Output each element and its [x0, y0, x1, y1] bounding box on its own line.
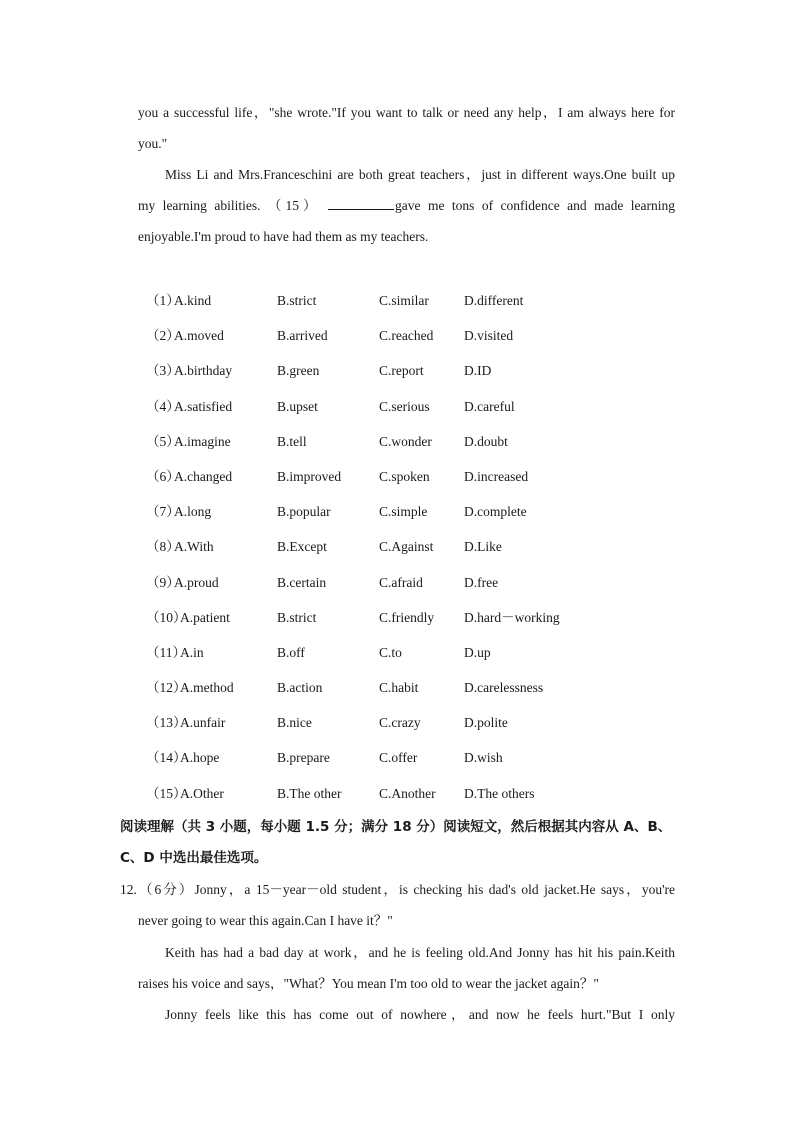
passage-paragraph-line [138, 190, 675, 221]
option-c: C.simple [379, 504, 428, 520]
option-d: D.increased [464, 468, 529, 484]
option-b: B.action [277, 680, 323, 696]
option-c: C.spoken [379, 468, 430, 484]
section-heading: 阅读理解（共 3 小题，每小题 1.5 分；满分 18 分）阅读短文，然后根据其内容从 A、B、 [120, 819, 672, 835]
option-d: D.hard－working [464, 609, 560, 625]
option-row [146, 743, 666, 778]
option-c: C.serious [379, 398, 430, 414]
option-number: （8） [146, 539, 180, 555]
option-row [146, 427, 666, 462]
option-number: （1） [146, 293, 180, 308]
option-c: C.reached [379, 328, 434, 344]
option-row [146, 638, 666, 673]
option-a: A.in [180, 644, 204, 660]
option-a: A.unfair [180, 715, 226, 731]
question-12-line: 12.（6分）Jonny，a 15－year－old student，is checking his dad's old jacket.He says，you're [120, 882, 675, 897]
option-d: D.free [464, 574, 499, 590]
option-c: C.report [379, 363, 424, 379]
passage-line: you a successful life，"she wrote."If you want to talk or need any help，I am always here for [138, 105, 675, 120]
passage-paragraph-line: enjoyable.I'm proud to have had them as my teachers. [138, 229, 429, 244]
option-number: （13） [146, 715, 187, 731]
answer-options-list [146, 286, 666, 814]
question-12-paragraph: raises his voice and says，"What？You mean I'm too old to wear the jacket again？" [138, 976, 599, 991]
option-a: A.moved [174, 328, 224, 344]
option-b: B.strict [277, 293, 317, 308]
option-b: B.improved [277, 468, 342, 484]
option-b: B.green [277, 363, 320, 379]
option-d: D.careful [464, 398, 515, 414]
option-number: （12） [146, 680, 187, 696]
option-a: A.hope [180, 750, 220, 766]
option-row [146, 779, 666, 814]
option-b: B.popular [277, 504, 331, 520]
option-number: （3） [146, 363, 180, 379]
option-c: C.wonder [379, 433, 432, 449]
option-c: C.Against [379, 539, 434, 555]
option-number: （4） [146, 398, 180, 414]
passage-paragraph-line: Miss Li and Mrs.Franceschini are both great teachers，just in different ways.One built up [165, 167, 675, 182]
option-d: D.polite [464, 715, 508, 731]
option-a: A.With [174, 539, 214, 555]
option-d: D.carelessness [464, 680, 544, 696]
option-a: A.kind [174, 293, 212, 308]
option-d: D.visited [464, 328, 514, 344]
option-row [146, 603, 666, 638]
option-a: A.patient [180, 609, 230, 625]
option-d: D.doubt [464, 433, 508, 449]
fill-in-blank-15 [328, 195, 394, 210]
option-number: （2） [146, 328, 180, 344]
option-d: D.different [464, 293, 524, 308]
option-row [146, 321, 666, 356]
option-b: B.certain [277, 574, 327, 590]
option-number: （5） [146, 433, 180, 449]
option-a: A.birthday [174, 363, 233, 379]
option-c: C.crazy [379, 715, 421, 731]
passage-line: you." [138, 136, 168, 151]
option-d: D.Like [464, 539, 502, 555]
option-row [146, 286, 666, 321]
question-number-15: my learning abilities. （15） [138, 198, 321, 213]
option-row [146, 673, 666, 708]
option-row [146, 568, 666, 603]
option-number: （6） [146, 468, 180, 484]
option-number: （10） [146, 609, 187, 625]
option-row [146, 392, 666, 427]
option-row [146, 532, 666, 567]
option-row [146, 708, 666, 743]
option-b: B.upset [277, 398, 318, 414]
option-d: D.up [464, 644, 491, 660]
question-12-line: never going to wear this again.Can I have it？" [138, 913, 393, 928]
option-number: （11） [146, 644, 186, 660]
option-d: D.ID [464, 363, 492, 379]
option-b: B.off [277, 644, 305, 660]
option-row [146, 462, 666, 497]
option-number: （14） [146, 750, 187, 766]
option-c: C.afraid [379, 574, 423, 590]
option-a: A.proud [174, 574, 219, 590]
option-d: D.complete [464, 504, 527, 520]
option-b: B.tell [277, 433, 307, 449]
option-a: A.satisfied [174, 398, 233, 414]
option-c: C.Another [379, 785, 436, 801]
option-row [146, 497, 666, 532]
option-b: B.prepare [277, 750, 330, 766]
question-12-paragraph: Jonny feels like this has come out of nowhere，and now he feels hurt."But I only [165, 1007, 675, 1022]
option-b: B.arrived [277, 328, 328, 344]
option-a: A.method [180, 680, 234, 696]
section-heading: C、D 中选出最佳选项。 [120, 850, 268, 866]
option-a: A.Other [180, 785, 224, 801]
option-a: A.imagine [174, 433, 231, 449]
option-number: （7） [146, 504, 180, 520]
option-b: B.The other [277, 785, 342, 801]
option-row [146, 356, 666, 391]
option-c: C.to [379, 644, 402, 660]
option-b: B.strict [277, 609, 317, 625]
option-a: A.changed [174, 468, 233, 484]
option-c: C.offer [379, 750, 418, 766]
question-12-paragraph: Keith has had a bad day at work，and he is feeling old.And Jonny has hit his pain.Keith [165, 945, 675, 960]
option-b: B.Except [277, 539, 327, 555]
option-c: C.friendly [379, 609, 435, 625]
option-c: C.similar [379, 293, 429, 308]
option-d: D.wish [464, 750, 503, 766]
passage-text: gave me tons of confidence and made learning [395, 198, 675, 213]
option-number: （9） [146, 574, 180, 590]
option-d: D.The others [464, 785, 535, 801]
option-number: （15） [146, 785, 187, 801]
option-c: C.habit [379, 680, 419, 696]
option-a: A.long [174, 504, 212, 520]
option-b: B.nice [277, 715, 312, 731]
